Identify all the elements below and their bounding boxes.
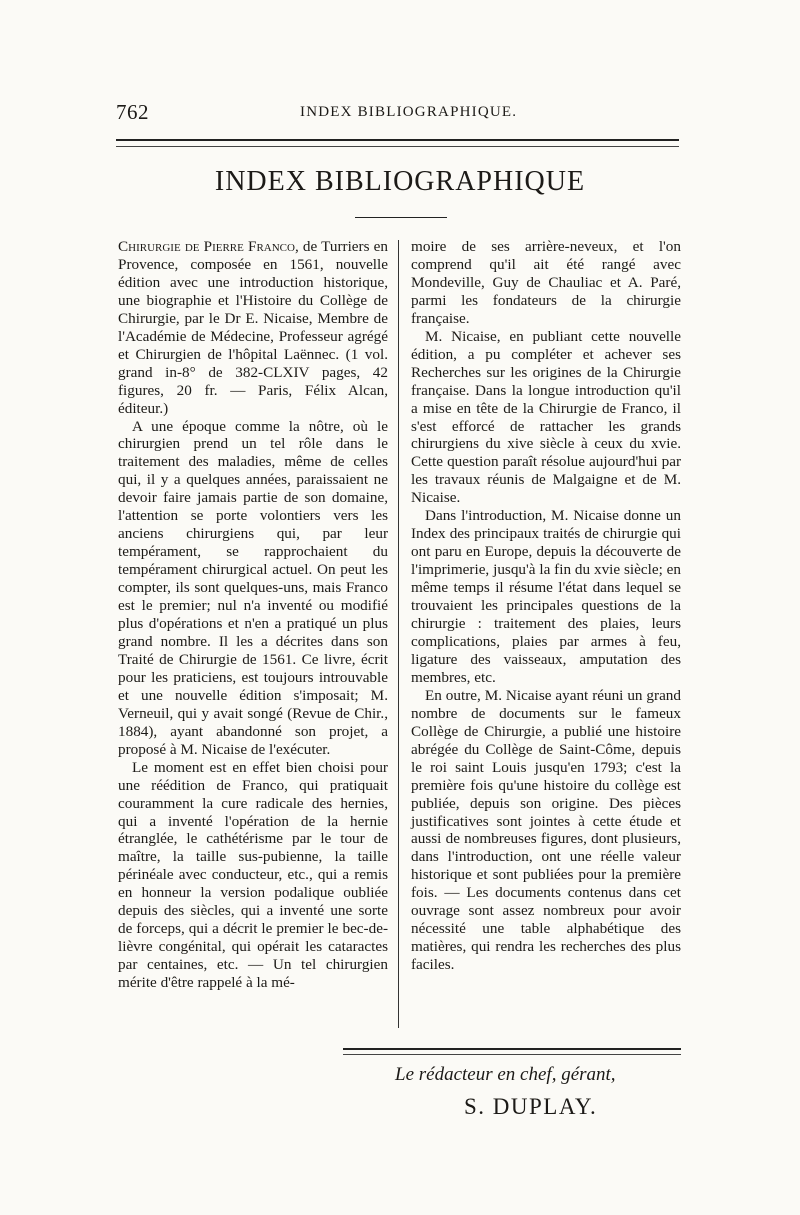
paragraph: M. Nicaise, en publiant cette nouvelle édition, a pu compléter et achever ses Recherches sur les origines de la Chirurgie française. Dans la longue introduction qu'il a mise en tête de la Chirurgie de Franco, il s'est efforcé de rattacher les grands chirurgiens du xive siècle à ceux du xvie. Cette question paraît résolue aujourd'hui par les travaux réunis de Malgaigne et de M. Nicaise. — [411, 327, 681, 507]
column-divider — [398, 240, 399, 1028]
paragraph: Le moment est en effet bien choisi pour une réédition de Franco, qui pratiquait couramment la cure radicale des hernies, qui a inventé l'opération de la hernie étranglée, le cathétérisme par le tour de maître, la taille sus-pubienne, la taille périnéale avec conducteur, etc., qui a remis en honneur la version podalique oubliée depuis des siècles, qui a inventé une sorte de forceps, qui a décrit le premier le bec-de-lièvre congénital, qui opérait les cataractes par centaines, etc. — Un tel chirurgien mérite d'être rappelé à la mé- — [118, 758, 388, 992]
entry-citation — [118, 238, 388, 418]
running-title: INDEX BIBLIOGRAPHIQUE. — [300, 104, 518, 120]
footer-rule-thin — [343, 1054, 681, 1055]
right-column — [411, 238, 681, 974]
header-rule-thin — [116, 146, 679, 147]
entry-heading: Chirurgie de Pierre Franco — [118, 238, 295, 255]
footer-rule — [343, 1048, 681, 1050]
header-rule — [116, 139, 679, 141]
paragraph: En outre, M. Nicaise ayant réuni un grand nombre de documents sur le fameux Collège de Chirurgie, a publié une histoire abrégée du Collège de Saint-Côme, depuis le roi saint Louis jusqu'en 1793; c'est la première fois qu'une histoire du collège est publiée, depuis son origine. Des pièces justificatives sont jointes à cette étude et aussi de nombreuses figures, dont plusieurs, dans l'introduction, ont une réelle valeur historique et sont publiées pour la première fois. — Les documents contenus dans cet ouvrage sont assez nombreux pour avoir nécessité une table alphabétique des matières, qui rendra les recherches des plus faciles. — [411, 686, 681, 974]
page-title: INDEX BIBLIOGRAPHIQUE — [214, 166, 586, 197]
running-head — [0, 100, 800, 130]
title-ornament-rule — [355, 217, 447, 218]
page-number: 762 — [116, 100, 149, 124]
paragraph: moire de ses arrière-neveux, et l'on comprend qu'il ait été rangé avec Mondeville, Guy de Chauliac et A. Paré, parmi les fondateurs de la chirurgie française. — [411, 238, 681, 327]
left-column — [118, 238, 388, 992]
entry-citation-text: , de Turriers en Provence, composée en 1561, nouvelle édition avec une introduction historique, une biographie et l'Histoire du Collège de Chirurgie, par le Dr E. Nicaise, Membre de l'Académie de Médecine, Professeur agrégé et Chirurgien de l'hôpital Laënnec. (1 vol. grand in-8° de 382-CLXIV pages, 42 figures, 20 fr. — Paris, Félix Alcan, éditeur.) — [118, 238, 388, 417]
editor-name: S. DUPLAY. — [464, 1094, 598, 1119]
editor-role: Le rédacteur en chef, gérant, — [395, 1064, 616, 1085]
paragraph: Dans l'introduction, M. Nicaise donne un Index des principaux traités de chirurgie qui ont paru en Europe, depuis la découverte de l'imprimerie, jusqu'à la fin du xvie siècle; en même temps il résume l'état dans lequel se trouvaient les principales questions de la chirurgie : traitement des plaies, leurs complications, plaies par armes à feu, ligature des vaisseaux, amputation des membres, etc. — [411, 507, 681, 686]
paragraph: A une époque comme la nôtre, où le chirurgien prend un tel rôle dans le traitement des maladies, même de celles qui, il y a quelques années, paraissaient ne devoir faire jamais partie de son domaine, l'attention se porte volontiers vers les anciens chirurgiens qui, par leur tempérament, se rapprochaient du tempérament chirurgical actuel. On peut les compter, ils sont quelques-uns, mais Franco est le premier; nul n'a inventé ou modifié plus d'opérations et n'en a pratiqué un plus grand nombre. Il les a décrites dans son Traité de Chirurgie de 1561. Ce livre, écrit pour les praticiens, est toujours introuvable et une nouvelle édition s'imposait; M. Verneuil, qui y avait songé (Revue de Chir., 1884), ayant abandonné son projet, a proposé à M. Nicaise de l'exécuter. — [118, 417, 388, 758]
